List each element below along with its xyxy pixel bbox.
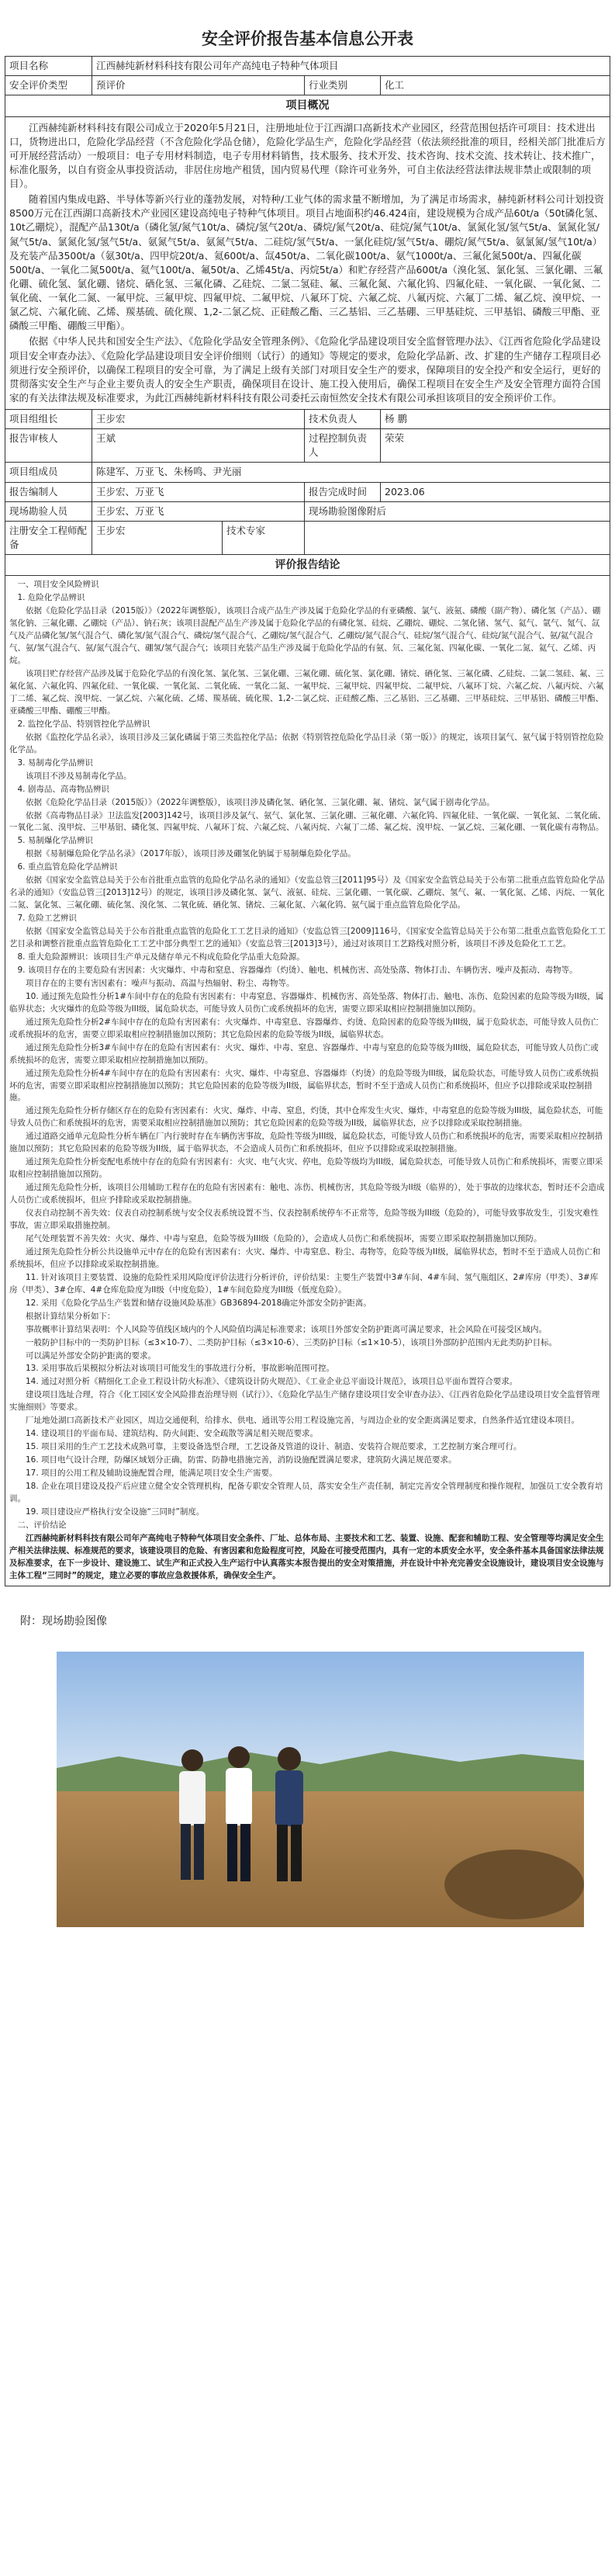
project-name-value: 江西赫纯新材料科技有限公司年产高纯电子特种气体项目 [92,57,610,76]
conclusion-line: 15. 项目采用的生产工艺技术成熟可靠，主要设备选型合理，工艺设备及管道的设计、制造、安装符合规范要求，工艺控制方案合理可行。 [26,1442,522,1452]
conclusion-line: 通过预先危险性分析公共设施单元中存在的危险有害因素有：火灾、爆炸、中毒窒息、粉尘、毒物等，危险等级为II级，属临界状态，暂时不至于造成人员伤亡和系统损坏，但应予以排除或采取控制措施。 [9,1246,601,1269]
eval-type-label: 安全评价类型 [5,76,92,95]
conclusion-line: 16. 项目电气设计合理，防爆区域划分正确，防雷、防静电措施完善，消防设施配置满足要求，建筑防火满足规范要求。 [26,1455,457,1465]
conclusion-line: 18. 企业在项目建设及投产后应建立健全安全管理机构，配备专职安全管理人员，落实安全生产责任制，制定完善安全管理制度和操作规程，加强员工安全教育培训。 [9,1482,603,1504]
done-time-label: 报告完成时间 [305,482,381,501]
tech-lead-label: 技术负责人 [305,410,381,429]
tech-lead-value: 杨 鹏 [381,410,610,429]
writer-label: 报告编制人 [5,482,92,501]
reviewer-label: 报告审核人 [5,429,92,463]
conclusion-line: 5. 易制爆化学品辨识 [17,836,93,846]
done-time-value: 2023.06 [381,482,610,501]
members-label: 项目组成员 [5,463,92,482]
conclusion-line: 通过预先危险性分析，该项目公用辅助工程存在的危险有害因素有：触电、冻伤、机械伤害，其危险等级为II级（临界的），处于事故的边缘状态，暂时还不会造成人员伤亡或系统损坏，但应予排除或采取控制措施。 [9,1183,605,1205]
conclusion-line: 依据《危险化学品目录（2015版）》（2022年调整版），该项目涉及磷化氢、硒化氢、三氯化硼、氟、锗烷、氯气属于剧毒化学品。 [26,797,495,807]
expert-label: 技术专家 [223,521,305,554]
conclusion-line: 3. 易制毒化学品辨识 [17,758,93,768]
conclusion-line: 通过预先危险性分析2#车间中存在的危险有害因素有：火灾爆炸、中毒窒息、容器爆炸、灼烫、危险因素的危险等级为III级，属于危险状态，可能导致人员伤亡或系统损坏的危害，需要立即采取相应控制措施加以预防；其它危险因素的危险等级为II级，属临界状态。 [9,1017,599,1039]
industry-label: 行业类别 [305,76,381,95]
eval-type-value: 预评价 [92,76,305,95]
conclusion-line: 该项目贮存经营产品涉及属于危险化学品的有溴化氢、氯化氢、三氯化硼、三氟化硼、硫化氢、氯化硼、锗烷、硒化氢、三氟化磷、乙硅烷、二氯二氢硅、氟、三氟化氮、六氟化钨、四氟化硅、一氧化碳、一氧化氮、二氧化硫、一氧化二氮、一氟甲烷、三氟甲烷、四氟甲烷、二氟甲烷、八氟环丁烷、六氟乙烷、八氟丙烷、六氟丁二烯、氟乙烷、溴甲烷、一氯乙烷、六氟化硫、乙烯、羰基硫、硫化羰、1,2-二氯乙烷、正硅酸乙酯、三乙基铝、三乙基硼、三甲基硅烷、三甲基铝、磷酸三甲酯、亚磷酸三甲酯、硼酸三甲酯。 [9,669,604,716]
soil-mound [444,1850,584,1919]
members-value: 陈建军、万亚飞、朱杨鸣、尹光丽 [92,463,610,482]
reviewer-value: 王斌 [92,429,305,463]
site-photo-image [57,1652,584,1927]
conclusion-line: 厂址地处湖口高新技术产业园区，周边交通便利，给排水、供电、通讯等公用工程设施完善，与周边企业的安全距离满足要求，自然条件适宜建设本项目。 [26,1416,579,1426]
conclusion-line: 通过预先危险性分析存储区存在的危险有害因素有：火灾、爆炸、中毒、窒息，灼烫，其中仓库发生火灾、爆炸，中毒窒息的危险等级为III级，属危险状态，可能导致人员伤亡和系统损坏的危害，需要采取相应控制措施加以预防；其它危险因素的危险等级为II级，属临界状态，应予以排除或采取控制措施。 [9,1106,603,1129]
project-name-label: 项目名称 [5,57,92,76]
conclusion-line: 仪表自动控制不善失效：仪表自动控制系统与安全仪表系统设置不当、仪表控制系统停车不正常等，危险等级为III级（危险的），可能导致事故发生，引发灾难性事故，需立即采取措施控制。 [9,1208,599,1230]
conclusion-line: 通过预先危险性分析变配电系统中存在的危险有害因素有：火灾、电气火灾、停电，危险等级均为III级，属危险状态，可能导致人员伤亡和系统损坏，需要立即采取相应控制措施加以预防。 [9,1157,603,1180]
conclusion-line: 该项目不涉及易制毒化学品。 [26,771,132,781]
conclusion-line: 6. 重点监管危险化学品辨识 [17,862,118,872]
conclusion-line: 尾气处理装置不善失效：火灾、爆炸、中毒与窒息，危险等级为III级（危险的），会造成人员伤亡和系统损坏，需要立即采取控制措施加以预防。 [26,1233,542,1243]
conclusion-line: 13. 采用事故后果模拟分析法对该项目可能发生的事故进行分析，事故影响范围可控。 [26,1364,335,1374]
site-image-note: 现场勘验图像附后 [305,501,610,521]
conclusion-line: 根据《易制爆危险化学品名录》（2017年版），该项目涉及硼氢化钠属于易制爆危险化学品。 [26,849,356,859]
conclusion-line: 11. 针对该项目主要装置、设施的危险性采用风险度评价法进行分析评价，评价结果：主要生产装置中3#车间、4#车间、氢气瓶组区、2#库房（甲类）、3#库房（甲类）、3#仓库、4#仓库危险度为II级（中度危险），1#车间危险度为III级（低度危险）。 [9,1272,599,1295]
conclusion-line: 依据《危险化学品目录（2015版）》（2022年调整版），该项目合成产品生产涉及属于危险化学品的有亚磷酸、氯气、液氨、磷酸（副产物）、磷化氢（产品）、硼氢化钠、三氟化硼、乙硼烷（产品）、钠石灰；该项目混配产品生产涉及属于危险化学品的有磷化氢、硅烷、乙硼烷、硼烷、二氢化锗、氢气、氦气、氩气、氪气、氙气及产品磷化氢/氢气混合气、磷化氢/氮气混合气、磷烷/氢气混合气、乙硼烷/氢气混合气、乙硼烷/氮气混合气、硅烷/氢气混合气、硅烷/氮气混合气、氨/氦气混合气、氨/氢气混合气、氨/氮气混合气、硼氢/氢气混合气；该项目充装产品生产涉及属于危险化学品的有氨、氘、三氟化氮、四氟化碳、一氧化二氮、氦气、乙烯、丙烷。 [9,606,601,666]
conclusion-line: 12. 采用《危险化学品生产装置和储存设施风险基准》GB36894-2018确定外部安全防护距离。 [26,1298,371,1308]
conclusion-line: 可以满足外部安全防护距离的要求。 [26,1350,156,1361]
site-label: 现场勘验人员 [5,501,92,521]
site-value: 王步宏、万亚飞 [92,501,305,521]
conclusion-line: 8. 重大危险源辨识：该项目生产单元及储存单元不构成危险化学品重大危险源。 [17,952,305,962]
info-table [5,56,610,1586]
engineer-value: 王步宏 [92,521,223,554]
overview-para-1: 江西赫纯新材料科技有限公司成立于2020年5月21日，注册地址位于江西湖口高新技术产业园区，经营范围包括许可项目：技术进出口，货物进出口，危险化学品经营（不含危险化学品仓储），危险化学品生产，危险化学品经营（依法须经批准的项目，经相关部门批准后方可开展经营活动）一般项目：电子专用材料制造，电子专用材料销售，技术服务、技术开发、技术咨询、技术交流、技术转让、技术推广，标准化服务，以自有资金从事投资活动，非居住房地产租赁，国内贸易代理（除许可业务外，可自主依法经营法律法规非禁止或限制的项目）。 [9,121,606,190]
engineer-label: 注册安全工程师配备 [5,521,92,554]
conclusion-line: 根据计算结果分析如下： [26,1311,116,1321]
conclusion-line: 14. 建设项目的平面布局、建筑结构、防火间距、安全疏散等满足相关规范要求。 [26,1429,319,1439]
leader-value: 王步宏 [92,410,305,429]
overview-para-2: 随着国内集成电路、半导体等新兴行业的蓬勃发展，对特种/工业气体的需求量不断增加，为了满足市场需求，赫纯新材料公司计划投资8500万元在江西湖口高新技术产业园区建设高纯电子特种气体项目。项目占地面积约46.424亩，建设规模为合成产品60t/a（50t磷化氢、10t乙硼烷），混配产品130t/a（磷化氢/氮气10t/a、磷烷/氢气20t/a、磷烷/氮气20t/a、硅烷/氮气10t/a、氯氮化氢/氢气5t/a、氯氮化氢/氮气5t/a、氯氮化氢/氢气5t/a、氨氮气5t/a、氨氮气5t/a、二硅烷/氢气5t/a、一氯化硅烷/氢气5t/a、硼烷/氮气5t/a、氨氯氮/氢气10t/a）及充装产品3500t/a（氨30t/a、四甲烷20t/a、氦600t/a、氙450t/a、二氧化碳100t/a、氨气1000t/a、三氟化氮500t/a、四氟化碳500t/a、一氧化二氮500t/a、氦气100t/a、氟50t/a、乙烯45t/a、丙烷5t/a）和贮存经营产品600t/a（溴化氢、氯化氢、三氯化硼、三氟化硼、硫化氢、氯化硼、锗烷、硒化氢、三氟化磷、乙硅烷、二氯二氢硅、氟、三氟化氮、六氟化钨、四氟化硅、一氧化碳、一氧化氮、二氧化硫、一氧化二氮、一氟甲烷、三氟甲烷、四氟甲烷、二氟甲烷、八氟环丁烷、六氟乙烷、八氟丙烷、六氟丁二烯、氟乙烷、溴甲烷、一氯乙烷、六氟化硫、乙烯、羰基硫、硫化羰、1,2-二氯乙烷、正硅酸乙酯、三乙基铝、三乙基硼、三甲基硅烷、三甲基铝、磷酸三甲酯、亚磷酸三甲酯、硼酸三甲酯）。 [9,193,604,332]
conclusion-line: 7. 危险工艺辨识 [17,914,77,924]
conclusion-line: 通过预先危险性分析3#车间中存在的危险有害因素有：火灾、爆炸、中毒、窒息、容器爆炸、中毒与窒息的危险等级为III级，属危险状态，可能导致人员伤亡或系统损坏的危害，需要立即采取相应控制措施加以预防。 [9,1042,599,1065]
conclusion-body [5,576,610,1586]
conclusion-line: 通过预先危险性分析4#车间中存在的危险有害因素有：火灾、爆炸、中毒窒息、容器爆炸（灼烫）的危险等级为III级，属危险状态，可能导致人员伤亡或系统损坏的危害，需要立即采取相应控制措施加以预防；其它危险因素的危险等级为II级，属临界状态，暂时不至于造成人员伤亡和系统损坏，但应予以排除或采取控制措施。 [9,1068,599,1103]
conclusion-line: 一般防护目标中的一类防护目标（≤3×10-7）、二类防护目标（≤3×10-6）、三类防护目标（≤1×10-5），该项目外部防护范围内无此类防护目标。 [26,1337,558,1347]
conclusion-line: 4. 剧毒品、高毒物品辨识 [17,784,109,794]
conclusion-line: 14. 通过对照分析《精细化工企业工程设计防火标准》、《建筑设计防火规范》、《工业企业总平面设计规范》，该项目总平面布置符合要求。 [26,1377,518,1387]
conclusion-line: 17. 项目的公用工程及辅助设施配置合理，能满足项目安全生产需要。 [26,1468,278,1479]
conclusion-line: 项目存在的主要有害因素有：噪声与振动、高温与热辐射、粉尘、毒物等。 [26,978,295,988]
conclusion-line: 2. 监控化学品、特别管控化学品辨识 [17,719,150,729]
overview-body [5,116,610,410]
conclusion-line: 依据《国家安全监管总局关于公布首批重点监管的危险化学品名录的通知》（安监总管三[2011]95号）及《国家安全监管总局关于公布第二批重点监管危险化学品名录的通知》（安监总管三[2013]12号）的规定，该项目涉及磷化氢、氯气、液氨、硅烷、三氯化硼、一氧化碳、乙硼烷、氢气、氟、一氧化氮、乙烯、丙烷、一氧化二氮、氯化氢、三氟化硼、硫化氢、溴化氢、二氧化硫、硒化氢、锗烷、三氟化氮、六氟化钨、氨气属于重点监管危险化学品。 [9,875,605,910]
conclusion-title: 评价报告结论 [5,555,610,576]
site-photo [57,1652,584,1927]
conclusion-line: 依据《国家安全监管总局关于公布首批重点监管的危险化工工艺目录的通知》（安监总管三[2009]116号，《国家安全监管总局关于公布第二批重点监管危险化工工艺目录和调整首批重点监管危险化工工艺中部分典型工艺的通知》（安监总管三[2013]3号），通过对该项目工艺路线对照分析，该项目不涉及危险化工工艺。 [9,927,606,949]
page-title: 安全评价报告基本信息公开表 [202,29,413,48]
overview-para-3: 依据《中华人民共和国安全生产法》、《危险化学品安全管理条例》、《危险化学品建设项目安全监督管理办法》、《江西省危险化学品建设项目安全审查办法》、《危险化学品建设项目安全评价细则（试行）的通知》等规定的要求，危险化学品新、改、扩建的生产储存工程项目必须进行安全预评价，以确保工程项目的安全可靠，为了满足上级有关部门对项目安全生产的要求，保障项目的安全投产和安全运行，更好的贯彻落实安全生产与企业主要负责人的安全生产职责，确保项目在设计、施工投入使用后，确保工程项目在安全生产及安全管理方面符合国家的有关法律法规及标准要求，为此江西赫纯新材料科技有限公司委托云南恒然安全技术有限公司承担该项目的安全预评价工作。 [9,335,601,404]
leader-label: 项目组组长 [5,410,92,429]
conclusion-line: 依据《监控化学品名录》，该项目涉及三氯化磷属于第三类监控化学品；依据《特别管控危险化学品目录（第一版）》的规定，该项目氯气、氨气属于特别管控危险化学品。 [9,732,604,754]
conclusion-line: 通过道路交通单元危险性分析车辆在厂内行驶时存在车辆伤害事故，危险性等级为III级，属危险状态，可能导致人员伤亡和系统损坏的危害，需要采取相应控制措施加以预防；其它危险因素的危险等级为II级，属于临界状态，不会造成人员伤亡和系统损坏，但应予以排除或采取控制措施。 [9,1132,603,1154]
expert-value [305,521,610,554]
conclusion-line: 事故概率计算结果表明：个人风险等值线区域内的个人风险值均满足标准要求；该项目外部安全防护距离可满足要求，社会风险在可接受区域内。 [26,1324,547,1334]
conclusion-line: 9. 该项目存在的主要危险有害因素：火灾爆炸、中毒和窒息、容器爆炸（灼烫）、触电、机械伤害、高处坠落、物体打击、车辆伤害、噪声及振动、毒物等。 [17,965,578,975]
conclusion-line: 一、项目安全风险辨识 [17,580,99,590]
process-lead-label: 过程控制负责人 [305,429,381,463]
conclusion-line: 二、评价结论 [17,1520,67,1530]
conclusion-line: 19. 项目建设应严格执行安全设施“三同时”制度。 [26,1506,205,1517]
overview-title: 项目概况 [5,95,610,116]
conclusion-line: 10. 通过预先危险性分析1#车间中存在的危险有害因素有：中毒窒息、容器爆炸、机械伤害、高处坠落、物体打击、触电、冻伤、危险因素的危险等级为II级，属临界状态；火灾爆炸的危险等级为III级，属危险状态，可能导致人员伤亡或系统损坏的危害，需要立即采取相应控制措施加以预防。 [9,991,604,1014]
industry-value: 化工 [381,76,610,95]
writer-value: 王步宏、万亚飞 [92,482,305,501]
conclusion-line: 建设项目选址合理，符合《化工园区安全风险排查治理导则（试行）》、《危险化学品生产储存建设项目安全审查办法》、《江西省危险化学品建设项目安全监督管理实施细则》等要求。 [9,1390,600,1413]
attachment-label: 附：现场勘验图像 [20,1614,107,1628]
process-lead-value: 荣荣 [381,429,610,463]
conclusion-line: 依据《高毒物品目录》卫法监发[2003]142号，该项目涉及氯气、氨气、氯化氢、三氯化硼、三氟化硼、六氟化钨、四氟化硅、一氧化碳、一氧化氮、二氧化硫、一氧化二氮、溴甲烷、三甲基铝、磷化氢、四氟甲烷、八氟环丁烷、六氟乙烷、八氟丙烷、六氟丁二烯、氟乙烷、溴甲烷、一氯乙烷、三氟化硼、一氧化碳有毒物品。 [9,810,606,833]
conclusion-line: 1. 危险化学品辨识 [17,593,85,603]
conclusion-line: 江西赫纯新材料科技有限公司年产高纯电子特种气体项目安全条件、厂址、总体布局、主要技术和工艺、装置、设施、配套和辅助工程、安全管理等均满足安全生产相关法律法规、标准规范的要求，该建设项目的危险、有害因素和危险程度可控，风险在可接受范围内，具有一定的本质安全水平，安全条件基本具备国家法律法规及标准要求，在下一步设计、建设施工、试生产和正式投入生产运行中认真落实本报告提出的安全对策措施，并在设计中补充完善安全设施设计，建设项目安全设施与主体工程“三同时”的规定，建立必要的事故应急救援体系，确保安全生产。 [9,1533,604,1580]
